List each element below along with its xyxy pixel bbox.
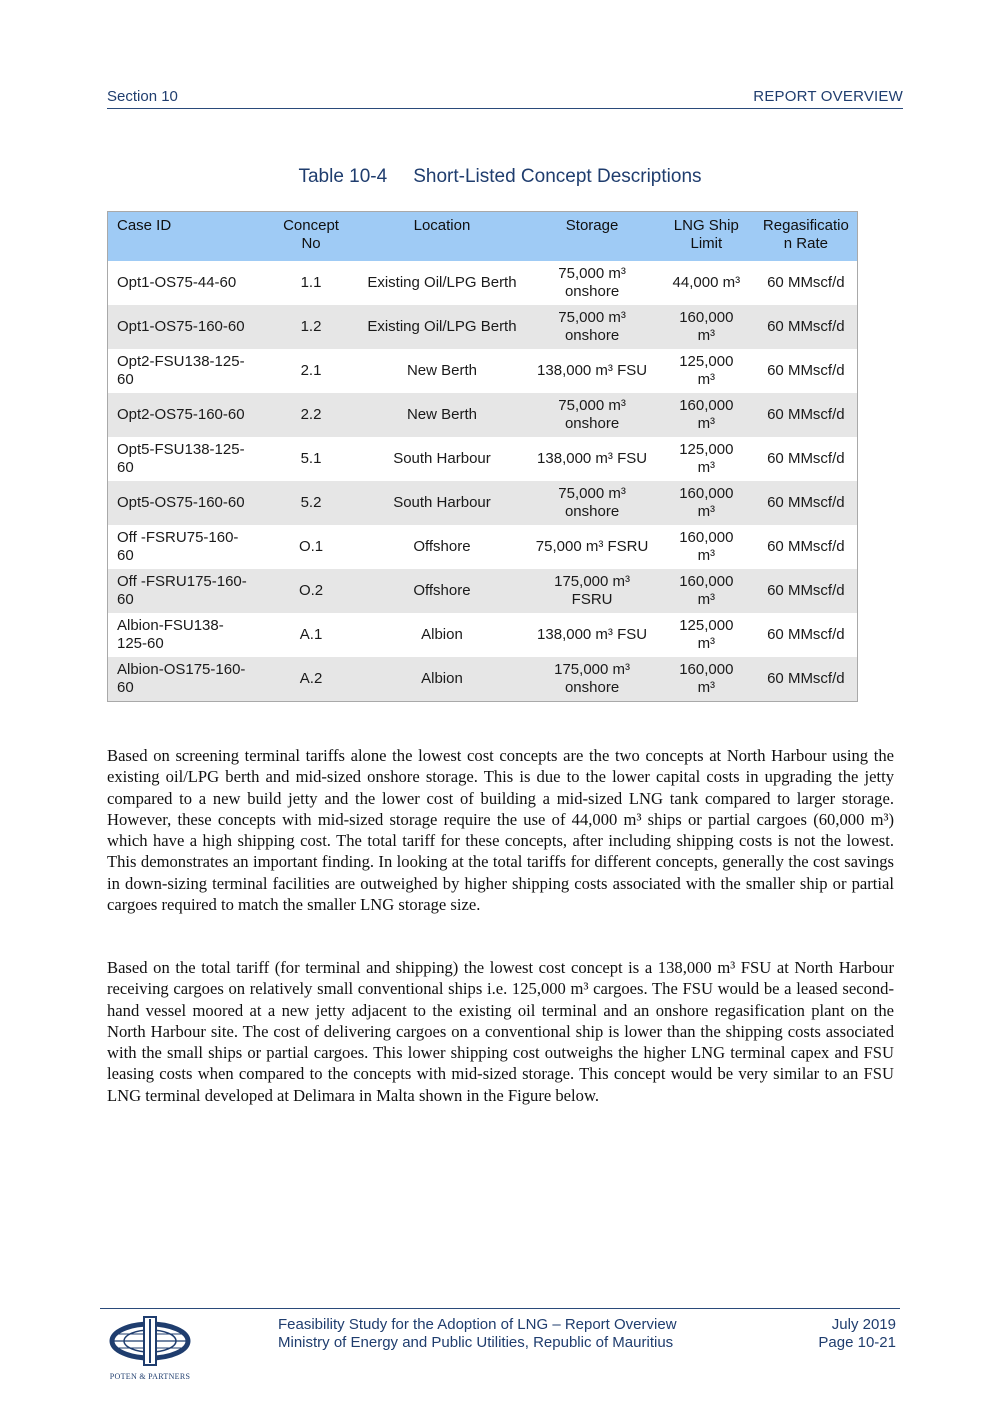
cell-text: 60 MMscf/d: [767, 450, 845, 467]
cell-text: 60 MMscf/d: [767, 318, 845, 335]
cell-text: m³: [697, 503, 716, 520]
cell-text: 5.1: [300, 450, 322, 467]
cell-text: South Harbour: [393, 450, 491, 467]
cell-case-id: [108, 393, 265, 437]
cell-storage: [526, 525, 658, 569]
cell-text: 75,000 m³: [558, 309, 626, 326]
table-row: [108, 437, 858, 481]
cell-text: New Berth: [406, 362, 477, 379]
cell-regas-rate: [755, 569, 858, 613]
page-header: [107, 88, 903, 109]
cell-storage: [526, 657, 658, 702]
cell-text: 125,000: [679, 353, 734, 370]
cell-text: O.1: [298, 538, 324, 555]
cell-text: 60: [117, 679, 134, 696]
cell-text: Opt2-FSU138-125-: [117, 353, 245, 370]
cell-case-id: [108, 569, 265, 613]
cell-text: 60 MMscf/d: [767, 582, 845, 599]
table-row: [108, 349, 858, 393]
cell-text: onshore: [564, 415, 620, 432]
cell-text: Opt1-OS75-160-60: [117, 318, 245, 335]
table-row: [108, 613, 858, 657]
cell-case-id: [108, 305, 265, 349]
body-paragraph-2: Based on the total tariff (for terminal and shipping) the lowest cost concept is a 138,000 m³ FSU at North Harbour receiving cargoes on relatively small conventional ships i.e. 125,000 m³ cargoes. The FSU would be a leased second-hand vessel moored at a new jetty adjacent to the existing oil terminal and an onshore regasification plant on the North Harbour site. The cost of delivering cargoes on a conventional ship is lower than the shipping costs associated with the small ships or partial cargoes. This lower shipping cost outweighs the higher LNG terminal capex and FSU leasing costs when compared to the concepts with mid-sized storage. This concept would be very similar to an FSU LNG terminal developed at Delimara in Malta shown in the Figure below.: [107, 958, 894, 1105]
table-row: [108, 481, 858, 525]
cell-text: onshore: [564, 283, 620, 300]
cell-text: O.2: [298, 582, 324, 599]
cell-location: [358, 437, 527, 481]
cell-text: m³: [697, 547, 716, 564]
cell-text: FSRU: [571, 591, 613, 608]
cell-text: 60: [117, 547, 134, 564]
cell-case-id: [108, 261, 265, 305]
cell-regas-rate: [755, 525, 858, 569]
cell-concept-no: [264, 657, 357, 702]
cell-text: Albion: [421, 670, 463, 687]
cell-storage: [526, 261, 658, 305]
cell-text: 60 MMscf/d: [767, 362, 845, 379]
cell-text: 125-60: [117, 635, 164, 652]
cell-text: 160,000: [679, 309, 734, 326]
cell-text: m³: [697, 679, 716, 696]
cell-ship-limit: [658, 349, 755, 393]
cell-regas-rate: [755, 349, 858, 393]
cell-storage: [526, 305, 658, 349]
logo-text: POTEN & PARTNERS: [109, 1372, 191, 1381]
cell-text: m³: [697, 415, 716, 432]
cell-text: A.1: [299, 626, 323, 643]
cell-text: 60: [117, 459, 134, 476]
cell-text: Albion: [421, 626, 463, 643]
footer-line-2: Ministry of Energy and Public Utilities, Republic of Mauritius: [278, 1334, 674, 1351]
cell-text: A.2: [299, 670, 323, 687]
cell-text: Opt5-OS75-160-60: [117, 494, 245, 511]
cell-text: onshore: [564, 503, 620, 520]
cell-text: 60 MMscf/d: [767, 406, 845, 423]
footer-date: July 2019: [831, 1316, 896, 1333]
header-text: LNG Ship: [673, 217, 739, 234]
cell-text: Albion-FSU138-: [117, 617, 224, 634]
cell-text: m³: [697, 459, 716, 476]
cell-text: 2.2: [300, 406, 322, 423]
cell-ship-limit: [658, 437, 755, 481]
cell-regas-rate: [755, 481, 858, 525]
cell-storage: [526, 349, 658, 393]
col-header-lng-ship-limit: [658, 212, 755, 262]
table-row: [108, 261, 858, 305]
header-text: No: [301, 235, 321, 252]
concepts-table: [107, 211, 858, 702]
cell-text: New Berth: [406, 406, 477, 423]
table-header-row: [108, 212, 858, 262]
cell-storage: [526, 569, 658, 613]
cell-concept-no: [264, 525, 357, 569]
cell-text: m³: [697, 591, 716, 608]
footer-divider: [100, 1308, 900, 1309]
cell-text: Off -FSRU175-160-: [117, 573, 247, 590]
cell-location: [358, 525, 527, 569]
cell-text: 5.2: [300, 494, 322, 511]
cell-regas-rate: [755, 393, 858, 437]
cell-text: Opt1-OS75-44-60: [117, 274, 237, 291]
cell-text: 60 MMscf/d: [767, 494, 845, 511]
cell-case-id: [108, 657, 265, 702]
footer-page-number: Page 10-21: [818, 1334, 896, 1351]
cell-text: Offshore: [413, 582, 471, 599]
cell-storage: [526, 613, 658, 657]
cell-case-id: [108, 481, 265, 525]
cell-ship-limit: [658, 525, 755, 569]
cell-text: 160,000: [679, 485, 734, 502]
col-header-concept-no: [264, 212, 357, 262]
cell-text: onshore: [564, 679, 620, 696]
cell-regas-rate: [755, 613, 858, 657]
footer-report-info: [278, 1316, 677, 1352]
col-header-storage: [526, 212, 658, 262]
header-text: n Rate: [783, 235, 828, 252]
body-paragraph-1: Based on screening terminal tariffs alone the lowest cost concepts are the two concepts at North Harbour using the existing oil/LPG berth and mid-sized onshore storage. This is due to the lower capital costs in upgrading the jetty compared to a new build jetty and the lower cost of building a mid-sized LNG tank compared to larger storage. However, these concepts with mid-sized storage require the use of 44,000 m³ ships or partial cargoes (60,000 m³) which have a high shipping cost. The total tariff for these concepts, after including shipping costs is not the lowest. This demonstrates an important finding. In looking at the total tariffs for different concepts, generally the cost savings in down-sizing terminal facilities are outweighed by higher shipping costs associated with the smaller ship or partial cargoes required to match the smaller LNG storage size.: [107, 746, 894, 915]
cell-text: 160,000: [679, 397, 734, 414]
table-row: [108, 525, 858, 569]
cell-regas-rate: [755, 437, 858, 481]
table-row: [108, 393, 858, 437]
cell-location: [358, 569, 527, 613]
cell-text: m³: [697, 327, 716, 344]
cell-text: 60: [117, 591, 134, 608]
col-header-case-id: [108, 212, 265, 262]
cell-text: 138,000 m³ FSU: [537, 626, 648, 643]
cell-case-id: [108, 349, 265, 393]
table-caption: [0, 166, 1000, 188]
cell-text: 125,000: [679, 617, 734, 634]
table-row: [108, 305, 858, 349]
cell-text: 1.2: [300, 318, 322, 335]
cell-concept-no: [264, 437, 357, 481]
header-text: Limit: [690, 235, 723, 252]
cell-ship-limit: [658, 261, 755, 305]
cell-text: 60 MMscf/d: [767, 670, 845, 687]
header-text: Location: [413, 217, 471, 234]
col-header-regas-rate: [755, 212, 858, 262]
cell-location: [358, 613, 527, 657]
table-title: Short-Listed Concept Descriptions: [413, 166, 702, 187]
cell-location: [358, 657, 527, 702]
header-text: Case ID: [117, 217, 172, 234]
section-label: Section 10: [107, 88, 178, 105]
cell-concept-no: [264, 305, 357, 349]
cell-text: m³: [697, 635, 716, 652]
header-text: Concept: [283, 217, 339, 234]
cell-regas-rate: [755, 261, 858, 305]
cell-text: Existing Oil/LPG Berth: [367, 318, 517, 335]
cell-text: Offshore: [413, 538, 471, 555]
cell-concept-no: [264, 613, 357, 657]
cell-text: 60 MMscf/d: [767, 538, 845, 555]
cell-text: 60 MMscf/d: [767, 274, 845, 291]
cell-concept-no: [264, 569, 357, 613]
cell-location: [358, 481, 527, 525]
cell-text: Opt2-OS75-160-60: [117, 406, 245, 423]
cell-text: 60: [117, 371, 134, 388]
cell-text: 75,000 m³ FSRU: [535, 538, 649, 555]
cell-ship-limit: [658, 613, 755, 657]
cell-text: Opt5-FSU138-125-: [117, 441, 245, 458]
cell-ship-limit: [658, 657, 755, 702]
cell-concept-no: [264, 481, 357, 525]
table-row: [108, 569, 858, 613]
cell-concept-no: [264, 393, 357, 437]
table-number: Table 10-4: [298, 166, 388, 187]
cell-text: 44,000 m³: [672, 274, 741, 291]
cell-text: 75,000 m³: [558, 485, 626, 502]
cell-concept-no: [264, 349, 357, 393]
cell-text: 75,000 m³: [558, 397, 626, 414]
footer-page-info: [818, 1316, 896, 1352]
cell-location: [358, 261, 527, 305]
cell-text: 60 MMscf/d: [767, 626, 845, 643]
footer-line-1: Feasibility Study for the Adoption of LNG – Report Overview: [278, 1316, 677, 1333]
cell-text: Albion-OS175-160-: [117, 661, 246, 678]
cell-text: m³: [697, 371, 716, 388]
header-text: Storage: [565, 217, 619, 234]
table-body: [108, 261, 858, 702]
cell-text: onshore: [564, 327, 620, 344]
cell-text: Existing Oil/LPG Berth: [367, 274, 517, 291]
cell-location: [358, 393, 527, 437]
cell-text: 125,000: [679, 441, 734, 458]
cell-ship-limit: [658, 569, 755, 613]
cell-text: 160,000: [679, 529, 734, 546]
header-text: Regasificatio: [762, 217, 849, 234]
cell-text: 1.1: [300, 274, 322, 291]
cell-ship-limit: [658, 305, 755, 349]
cell-text: South Harbour: [393, 494, 491, 511]
col-header-location: [358, 212, 527, 262]
cell-text: 138,000 m³ FSU: [537, 362, 648, 379]
cell-regas-rate: [755, 657, 858, 702]
cell-text: Off -FSRU75-160-: [117, 529, 239, 546]
cell-text: 138,000 m³ FSU: [537, 450, 648, 467]
cell-case-id: [108, 525, 265, 569]
cell-ship-limit: [658, 481, 755, 525]
cell-ship-limit: [658, 393, 755, 437]
cell-storage: [526, 481, 658, 525]
cell-storage: [526, 437, 658, 481]
cell-text: 175,000 m³: [554, 661, 631, 678]
table-row: [108, 657, 858, 702]
cell-location: [358, 349, 527, 393]
cell-concept-no: [264, 261, 357, 305]
cell-text: 75,000 m³: [558, 265, 626, 282]
cell-text: 2.1: [300, 362, 322, 379]
cell-case-id: [108, 437, 265, 481]
cell-text: 160,000: [679, 573, 734, 590]
cell-regas-rate: [755, 305, 858, 349]
cell-text: 175,000 m³: [554, 573, 631, 590]
cell-case-id: [108, 613, 265, 657]
cell-location: [358, 305, 527, 349]
cell-text: 160,000: [679, 661, 734, 678]
cell-storage: [526, 393, 658, 437]
header-title: REPORT OVERVIEW: [753, 88, 903, 105]
